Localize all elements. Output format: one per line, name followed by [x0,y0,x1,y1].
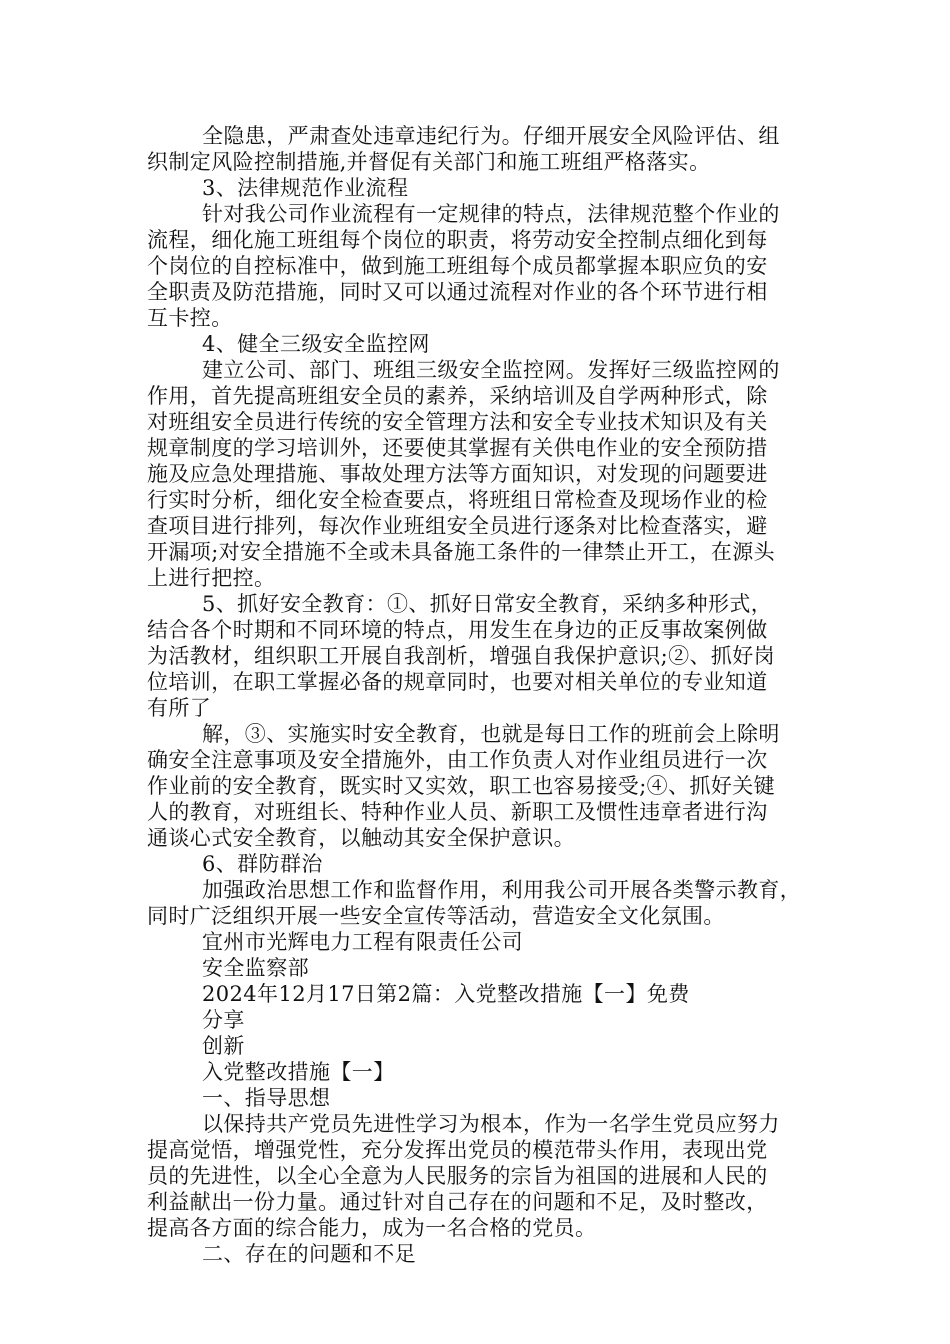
text-line: 为活教材，组织职工开展自我剖析，增强自我保护意识;②、抓好岗 [147,644,776,668]
section-heading: 4、健全三级安全监控网 [202,332,430,356]
text-line: 以保持共产党员先进性学习为根本，作为一名学生党员应努力 [202,1112,780,1136]
text-line: 个岗位的自控标准中，做到施工班组每个成员都掌握本职应负的安 [147,254,768,278]
text-line: 利益献出一份力量。通过针对自己存在的问题和不足，及时整改， [147,1190,768,1214]
text-line: 人的教育，对班组长、特种作业人员、新职工及惯性违章者进行沟 [147,800,768,824]
text-line: 上进行把控。 [147,566,276,590]
text-line: 开漏项;对安全措施不全或未具备施工条件的一律禁止开工，在源头 [147,540,776,564]
text-line: 位培训，在职工掌握必备的规章同时，也要对相关单位的专业知道 [147,670,768,694]
section-heading: 一、指导思想 [202,1086,331,1110]
text-line: 确安全注意事项及安全措施外，由工作负责人对作业组员进行一次 [147,748,768,772]
text-line: 同时广泛组织开展一些安全宣传等活动，营造安全文化氛围。 [147,904,725,928]
text-line: 施及应急处理措施、事故处理方法等方面知识，对发现的问题要进 [147,462,768,486]
text-line: 创新 [202,1034,245,1058]
article-title: 入党整改措施【一】 [202,1060,395,1084]
text-line: 有所了 [147,696,212,720]
text-line: 解，③、实施实时安全教育，也就是每日工作的班前会上除明 [202,722,780,746]
text-line: 针对我公司作业流程有一定规律的特点，法律规范整个作业的 [202,202,780,226]
signature-company: 宜州市光辉电力工程有限责任公司 [202,930,523,954]
text-line: 规章制度的学习培训外，还要使其掌握有关供电作业的安全预防措 [147,436,768,460]
text-line: 流程，细化施工班组每个岗位的职责，将劳动安全控制点细化到每 [147,228,768,252]
text-line: 建立公司、部门、班组三级安全监控网。发挥好三级监控网的 [202,358,780,382]
text-line: 作业前的安全教育，既实时又实效，职工也容易接受;④、抓好关键 [147,774,776,798]
text-line: 作用，首先提高班组安全员的素养，采纳培训及自学两种形式，除 [147,384,768,408]
section-heading: 二、存在的问题和不足 [202,1242,416,1266]
text-line: 互卡控。 [147,306,233,330]
section-heading: 3、法律规范作业流程 [202,176,409,200]
text-line: 加强政治思想工作和监督作用，利用我公司开展各类警示教育， [202,878,802,902]
text-line: 织制定风险控制措施,并督促有关部门和施工班组严格落实。 [147,150,711,174]
text-line: 提高各方面的综合能力，成为一名合格的党员。 [147,1216,597,1240]
text-line: 行实时分析，细化安全检查要点，将班组日常检查及现场作业的检 [147,488,768,512]
text-line: 对班组安全员进行传统的安全管理方法和安全专业技术知识及有关 [147,410,768,434]
text-line: 查项目进行排列，每次作业班组安全员进行逐条对比检查落实，避 [147,514,768,538]
text-line: 员的先进性，以全心全意为人民服务的宗旨为祖国的进展和人民的 [147,1164,768,1188]
text-line: 分享 [202,1008,245,1032]
text-line: 结合各个时期和不同环境的特点，用发生在身边的正反事故案例做 [147,618,768,642]
section-heading: 5、抓好安全教育：①、抓好日常安全教育，采纳多种形式， [202,592,773,616]
date-line: 2024年12月17日第2篇：入党整改措施【一】免费 [202,982,690,1006]
text-line: 全隐患，严肃查处违章违纪行为。仔细开展安全风险评估、组 [202,124,780,148]
text-line: 提高觉悟，增强党性，充分发挥出党员的模范带头作用，表现出党 [147,1138,768,1162]
text-line: 全职责及防范措施，同时又可以通过流程对作业的各个环节进行相 [147,280,768,304]
section-heading: 6、群防群治 [202,852,323,876]
text-line: 通谈心式安全教育，以触动其安全保护意识。 [147,826,575,850]
signature-department: 安全监察部 [202,956,309,980]
